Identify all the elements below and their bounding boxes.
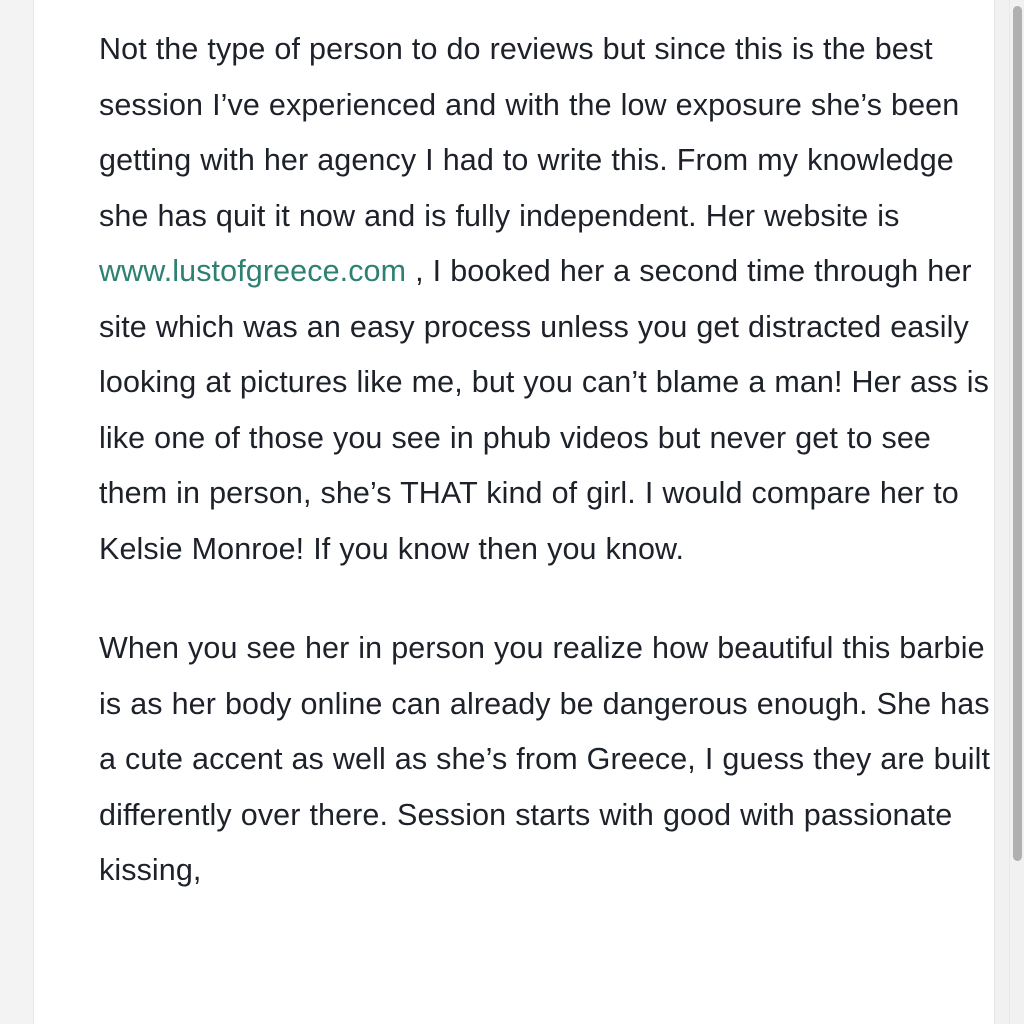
paragraph-1-text-before-link: Not the type of person to do reviews but since this is the best session I’ve experienced and with the low exposure she’s been getting with her agency I had to write this. From my knowledge she has quit it now and is fully independent. Her website is — [99, 32, 960, 233]
review-paragraph-2: When you see her in person you realize how beautiful this barbie is as her body online can already be dangerous enough. She has a cute accent as well as she’s from Greece, I guess they are built differently over there. Session starts with good with passionate kissing, — [99, 631, 991, 887]
paragraph-1-text-after-link: , I booked her a second time through her site which was an easy process unless you get distracted easily looking at pictures like me, but you can’t blame a man! Her ass is like one of those you see in phub videos but never get to see them in person, she’s THAT kind of girl. I would compare her to Kelsie Monroe! If you know then you know. — [99, 254, 989, 566]
left-margin-gutter — [0, 0, 33, 1024]
review-paragraph-1 — [99, 22, 999, 577]
document-page — [33, 0, 995, 1024]
review-text-body — [99, 22, 999, 899]
vertical-scrollbar-thumb[interactable] — [1013, 6, 1022, 861]
vertical-scrollbar-track[interactable] — [1009, 0, 1024, 1024]
website-link[interactable]: www.lustofgreece.com — [99, 254, 407, 288]
